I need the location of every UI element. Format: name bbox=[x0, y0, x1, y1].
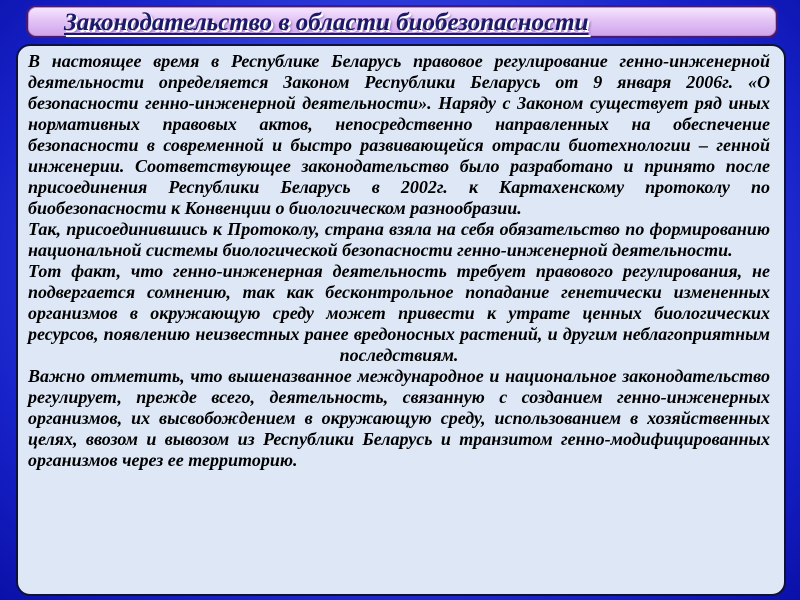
paragraph-protocol-obligation: Так, присоединившись к Протоколу, страна взяла на себя обязательство по формированию национальной системы биологической безопасности генно-инженерной деятельности. bbox=[28, 219, 770, 260]
paragraph-legislation-scope: Важно отметить, что вышеназванное международное и национальное законодательство регулирует, прежде всего, деятельность, связанную с созданием генно-инженерных организмов, их высвобождением в окружающую среду, использованием в хозяйственных целях, ввозом и вывозом из Республики Беларусь и транзитом генно-модифицированных организмов через ее территорию. bbox=[28, 366, 770, 470]
slide-title: Законодательство в области биобезопасности bbox=[64, 9, 589, 36]
content-panel bbox=[16, 44, 786, 596]
paragraph-regulation-need: Тот факт, что генно-инженерная деятельность требует правового регулирования, не подвергается сомнению, так как бесконтрольное попадание генетически измененных организмов в окружающую среду может привести к утрате ценных биологических ресурсов, появлению неизвестных ранее вредоносных растений, и другим неблагоприятным последствиям. bbox=[28, 261, 770, 365]
paragraph-law-overview: В настоящее время в Республике Беларусь правовое регулирование генно-инженерной деятельности определяется Законом Республики Беларусь от 9 января 2006г. «О безопасности генно-инженерной деятельности». Наряду с Законом существует ряд иных нормативных правовых актов, непосредственно направленных на обеспечение безопасности в современной и быстро развивающейся отрасли биотехнологии – генной инженерии. Соответствующее законодательство было разработано и принято после присоединения Республики Беларусь в 2002г. к Картахенскому протоколу по биобезопасности к Конвенции о биологическом разнообразии. bbox=[28, 51, 770, 218]
title-banner bbox=[26, 5, 778, 38]
